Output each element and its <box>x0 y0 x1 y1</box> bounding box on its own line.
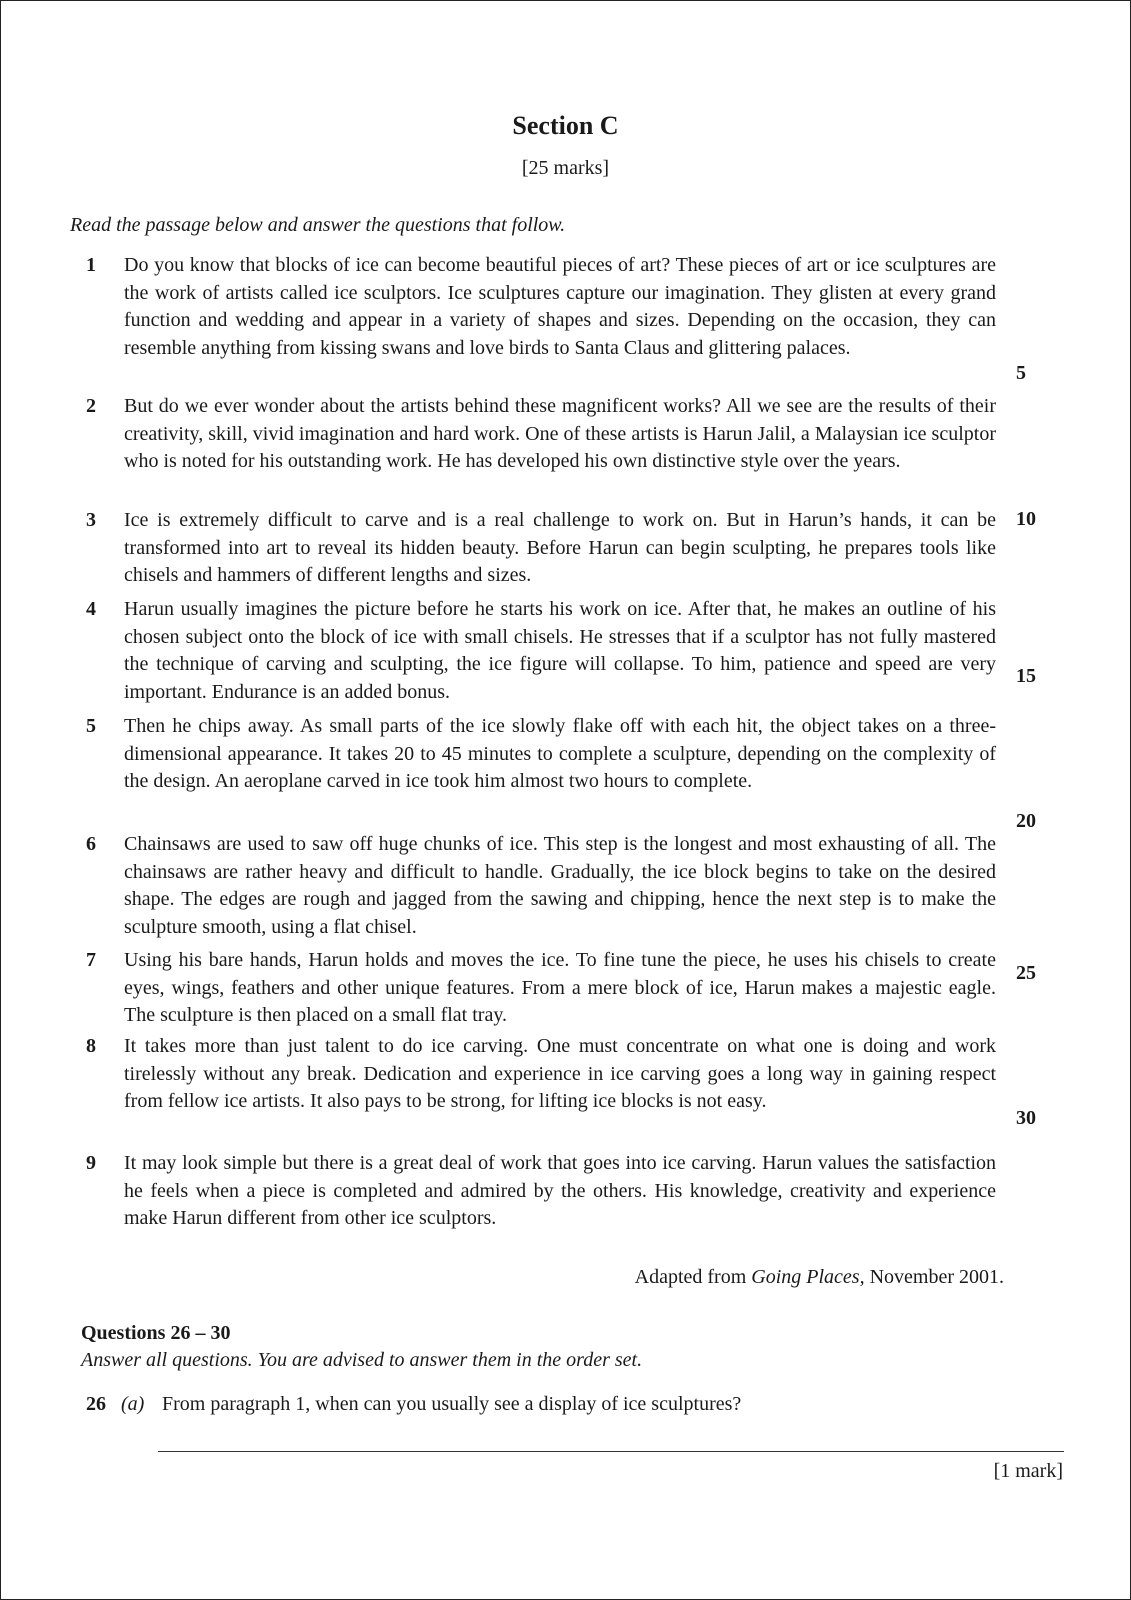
section-marks: [25 marks] <box>521 157 610 179</box>
paragraph-text: Do you know that blocks of ice can become beautiful pieces of art? These pieces of art or ice sculptures are the work of artists called ice sculptors. Ice sculptures capture our imagination. They glisten at every grand function and wedding and appear in a variety of shapes and sizes. Depending on the occasion, they can resemble anything from kissing swans and love birds to Santa Claus and glittering palaces. <box>124 254 996 359</box>
source-prefix: Adapted from <box>634 1266 752 1288</box>
paragraph-number: 3 <box>86 509 96 531</box>
question-26-mark: [1 mark] <box>993 1460 1063 1482</box>
paragraph-text: It takes more than just talent to do ice carving. One must concentrate on what one is doing and work tirelessly without any break. Dedication and experience in ice carving goes a long way in gaining respect from fellow ice artists. It also pays to be strong, for lifting ice blocks is not easy. <box>124 1035 996 1112</box>
paragraph-number: 9 <box>86 1152 96 1174</box>
section-title: Section C <box>512 111 619 140</box>
paragraph-text: Then he chips away. As small parts of the ice slowly flake off with each hit, the object takes on a three-dimensional appearance. It takes 20 to 45 minutes to complete a sculpture, depending on the complexity of the design. An aeroplane carved in ice took him almost two hours to complete. <box>124 715 996 792</box>
questions-instruction: Answer all questions. You are advised to answer them in the order set. <box>81 1349 643 1371</box>
paragraph-text: Ice is extremely difficult to carve and is a real challenge to work on. But in Harun’s hands, it can be transformed into art to reveal its hidden beauty. Before Harun can begin sculpting, he prepares tools like chisels and hammers of different lengths and sizes. <box>124 509 996 586</box>
line-number-10: 10 <box>1016 508 1036 530</box>
paragraph-text: Harun usually imagines the picture before he starts his work on ice. After that, he makes an outline of his chosen subject onto the block of ice with small chisels. He stresses that if a sculptor has not fully mastered the technique of carving and sculpting, the ice figure will collapse. To him, patience and speed are very important. Endurance is an added bonus. <box>124 598 996 703</box>
paragraph-number: 8 <box>86 1035 96 1057</box>
paragraph-text: Chainsaws are used to saw off huge chunks of ice. This step is the longest and most exhausting of all. The chainsaws are rather heavy and difficult to handle. Gradually, the ice block begins to take on the desired shape. The edges are rough and jagged from the sawing and chipping, hence the next step is to make the sculpture smooth, using a flat chisel. <box>124 833 996 938</box>
paragraph-number: 6 <box>86 833 96 855</box>
question-26-part: (a) <box>121 1393 145 1415</box>
question-26-number: 26 <box>86 1393 106 1415</box>
line-number-25: 25 <box>1016 962 1036 984</box>
source-title: Going Places, <box>751 1266 865 1288</box>
answer-line[interactable] <box>158 1451 1064 1452</box>
source-date: November 2001. <box>864 1266 1004 1288</box>
paragraph-number: 7 <box>86 949 96 971</box>
passage-instructions: Read the passage below and answer the questions that follow. <box>70 214 566 236</box>
line-number-15: 15 <box>1016 665 1036 687</box>
paragraph-number: 5 <box>86 715 96 737</box>
line-number-5: 5 <box>1016 362 1026 384</box>
paragraph-text: But do we ever wonder about the artists behind these magnificent works? All we see are the results of their creativity, skill, vivid imagination and hard work. One of these artists is Harun Jalil, a Malaysian ice sculptor who is noted for his outstanding work. He has developed his own distinctive style over the years. <box>124 395 996 472</box>
paragraph-text: Using his bare hands, Harun holds and moves the ice. To fine tune the piece, he uses his chisels to create eyes, wings, feathers and other unique features. From a mere block of ice, Harun makes a majestic eagle. The sculpture is then placed on a small flat tray. <box>124 949 996 1026</box>
paragraph-number: 1 <box>86 254 96 276</box>
line-number-30: 30 <box>1016 1107 1036 1129</box>
line-number-20: 20 <box>1016 810 1036 832</box>
paragraph-number: 4 <box>86 598 96 620</box>
source-citation <box>635 1266 1004 1289</box>
question-26-text: From paragraph 1, when can you usually see a display of ice sculptures? <box>162 1393 742 1415</box>
paragraph-number: 2 <box>86 395 96 417</box>
paragraph-text: It may look simple but there is a great deal of work that goes into ice carving. Harun values the satisfaction he feels when a piece is completed and admired by the others. His knowledge, creativity and experience make Harun different from other ice sculptors. <box>124 1152 996 1229</box>
questions-heading: Questions 26 – 30 <box>81 1322 231 1344</box>
